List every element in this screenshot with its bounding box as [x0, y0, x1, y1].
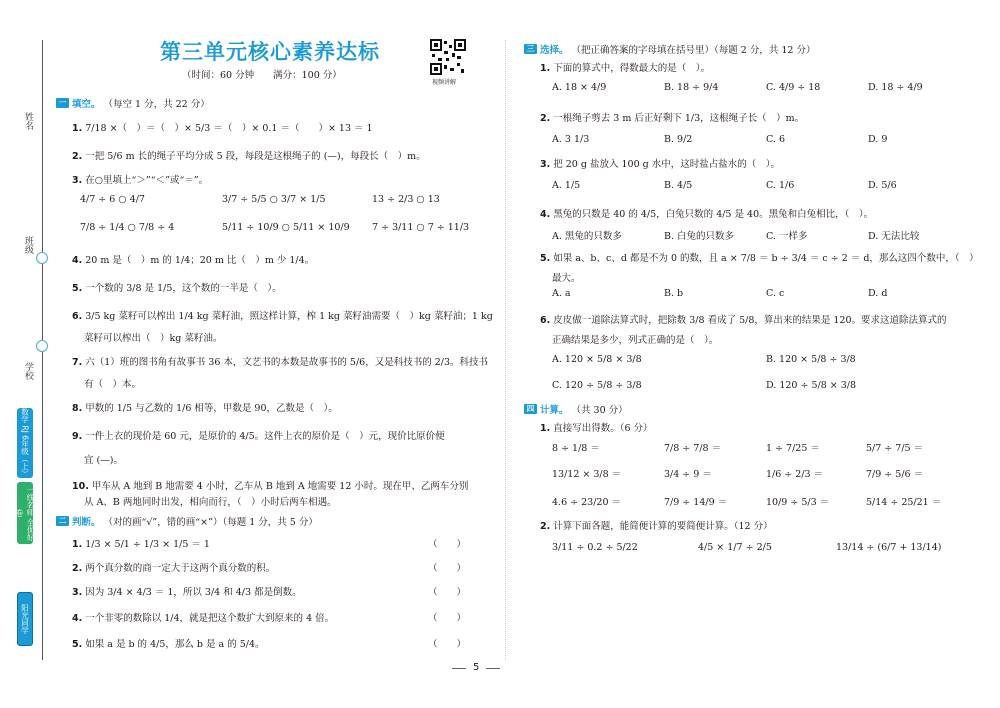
compare-item: 13 ÷ 2/3 ○ 13	[372, 194, 440, 205]
calc-item: 13/14 ÷ (6/7 + 13/14)	[836, 542, 942, 553]
option-a[interactable]: A. 18 × 4/9	[552, 82, 607, 93]
calc-item: 1 ÷ 7/25 ＝	[766, 443, 820, 454]
page-number-dash	[452, 668, 466, 669]
option-c[interactable]: C. 1/6	[766, 180, 795, 191]
compare-item: 5/11 ÷ 10/9 ○ 5/11 × 10/9	[222, 222, 350, 233]
calc-1: 1. 直接写出得数。（6 分）	[540, 423, 653, 434]
class-label: 班级	[23, 236, 33, 254]
question-2: 2. 一把 5/6 m 长的绳子平均分成 5 段，每段是这根绳子的 (—)，每段长（ ）m。	[72, 151, 426, 162]
choice-4: 4. 黑兔的只数是 40 的 4/5，白兔只数的 4/5 是 40。黑兔和白兔相比，（ ）。	[540, 209, 874, 220]
option-b[interactable]: B. 9/2	[664, 134, 693, 145]
question-3: 3. 在○里填上“＞”“＜”或“＝”。	[72, 175, 209, 186]
brand-logo: 阳光同学	[17, 592, 33, 646]
section-choice-heading: 三 选择。 （把正确答案的字母填在括号里）（每题 2 分，共 12 分）	[524, 42, 815, 56]
choice-1: 1. 下面的算式中，得数最大的是（ ）。	[540, 63, 710, 74]
section-number-badge: 三	[524, 44, 537, 54]
calc-item: 10/9 ÷ 5/3 ＝	[766, 497, 830, 508]
choice-3: 3. 把 20 g 盐放入 100 g 水中，这时盐占盐水的（ ）。	[540, 159, 780, 170]
judge-1: 1. 1/3 × 5/1 ÷ 1/3 × 1/5 ＝ 1	[72, 539, 210, 550]
choice-6: 6. 皮皮做一道除法算式时，把除数 3/8 看成了 5/8，算出来的结果是 120。要求这道除法算式的	[540, 315, 947, 326]
question-1: 1. 7/18 ×（ ）＝（ ）× 5/3 ＝（ ）× 0.1 ＝（ ）× 13 ＝ 1	[72, 123, 373, 134]
answer-blank[interactable]: （ ）	[428, 539, 467, 550]
calc-item: 13/12 × 3/8 ＝	[552, 469, 622, 480]
option-c[interactable]: C. 一样多	[766, 231, 808, 242]
brand-grade: 数学 RJ 6年级（上）	[17, 408, 33, 478]
question-6-cont: 菜籽可以榨出（ ）kg 菜籽油。	[84, 333, 223, 344]
compare-item: 3/7 ÷ 5/5 ○ 3/7 × 1/5	[222, 194, 326, 205]
page-title: 第三单元核心素养达标	[160, 40, 380, 64]
question-9-cont: 宜 (—)。	[84, 455, 123, 466]
qr-code-icon[interactable]	[430, 39, 466, 75]
judge-5: 5. 如果 a 是 b 的 4/5，那么 b 是 a 的 5/4。	[72, 639, 265, 650]
option-c[interactable]: C. 4/9 ÷ 18	[766, 82, 821, 93]
answer-blank[interactable]: （ ）	[428, 639, 467, 650]
option-b[interactable]: B. 18 ÷ 9/4	[664, 82, 719, 93]
page-number-dash	[486, 668, 500, 669]
calc-item: 7/9 ÷ 14/9 ＝	[664, 497, 728, 508]
compare-item: 4/7 ÷ 6 ○ 4/7	[80, 194, 145, 205]
qr-caption: 视频讲解	[432, 79, 457, 86]
brand-series: 一线名师 全优好卷	[17, 482, 33, 544]
answer-blank[interactable]: （ ）	[428, 587, 467, 598]
calc-item: 3/4 ÷ 9 ＝	[664, 469, 712, 480]
option-a[interactable]: A. 1/5	[552, 180, 581, 191]
option-d[interactable]: D. 9	[868, 134, 888, 145]
option-d[interactable]: D. 无法比较	[868, 231, 920, 242]
page-fold	[505, 40, 506, 660]
option-d[interactable]: D. 5/6	[868, 180, 897, 191]
section-fill-in-heading: 一 填空。 （每空 1 分，共 22 分）	[56, 96, 210, 110]
question-5: 5. 一个数的 3/8 是 1/5，这个数的一半是（ ）。	[72, 283, 282, 294]
section-number-badge: 二	[56, 516, 69, 526]
calc-item: 5/14 ÷ 25/21 ＝	[866, 497, 942, 508]
school-label: 学校	[23, 362, 33, 380]
name-label: 姓名	[23, 112, 33, 130]
section-calc-heading: 四 计算。 （共 30 分）	[524, 402, 628, 416]
question-6: 6. 3/5 kg 菜籽可以榨出 1/4 kg 菜籽油，照这样计算，榨 1 kg 菜籽油需要（ ）kg 菜籽油；1 kg	[72, 311, 493, 322]
judge-2: 2. 两个真分数的商一定大于这两个真分数的积。	[72, 563, 276, 574]
compare-item: 7/8 ÷ 1/4 ○ 7/8 ÷ 4	[80, 222, 175, 233]
option-b[interactable]: B. 120 × 5/8 ÷ 3/8	[766, 354, 856, 365]
section-judge-heading: 二 判断。 （对的画“√”，错的画“×”）（每题 1 分，共 5 分）	[56, 514, 318, 528]
option-b[interactable]: B. b	[664, 288, 684, 299]
option-c[interactable]: C. 120 ÷ 5/8 ÷ 3/8	[552, 380, 642, 391]
calc-item: 4.6 ÷ 23/20 ＝	[552, 497, 622, 508]
choice-6-cont: 正确结果是多少，列式正确的是（ ）。	[552, 335, 719, 346]
page-number: 5	[473, 662, 480, 673]
question-10: 10. 甲车从 A 地到 B 地需要 4 小时，乙车从 B 地到 A 地需要 12 小时。现在甲、乙两车分别	[72, 481, 469, 492]
choice-2: 2. 一根绳子剪去 3 m 后正好剩下 1/3，这根绳子长（ ）m。	[540, 113, 805, 124]
calc-item: 3/11 ÷ 0.2 ÷ 5/22	[552, 542, 638, 553]
judge-3: 3. 因为 3/4 × 4/3 ＝ 1，所以 3/4 和 4/3 都是倒数。	[72, 587, 302, 598]
option-d[interactable]: D. d	[868, 288, 888, 299]
question-10-cont: 从 A、B 两地同时出发，相向而行，（ ）小时后两车相遇。	[84, 497, 337, 508]
compare-item: 7 ÷ 3/11 ○ 7 ÷ 11/3	[372, 222, 470, 233]
section-number-badge: 一	[56, 98, 69, 108]
calc-item: 5/7 ÷ 7/5 ＝	[866, 443, 924, 454]
choice-5-cont: 最大。	[552, 273, 581, 284]
calc-item: 7/9 ÷ 5/6 ＝	[866, 469, 924, 480]
calc-item: 7/8 ÷ 7/8 ＝	[664, 443, 722, 454]
binding-hole	[36, 252, 48, 264]
judge-4: 4. 一个非零的数除以 1/4，就是把这个数扩大到原来的 4 倍。	[72, 613, 335, 624]
binding-hole	[36, 340, 48, 352]
question-4: 4. 20 m 是（ ）m 的 1/4；20 m 比（ ）m 少 1/4。	[72, 255, 315, 266]
question-7-cont: 有（ ）本。	[84, 379, 142, 390]
option-a[interactable]: A. a	[552, 288, 571, 299]
option-a[interactable]: A. 120 × 5/8 × 3/8	[552, 354, 642, 365]
choice-5: 5. 如果 a、b、c、d 都是不为 0 的数，且 a × 7/8 ＝ b ÷ 3/4 ＝ c ÷ 2 ＝ d，那么这四个数中，（ ）	[540, 253, 979, 264]
option-b[interactable]: B. 白兔的只数多	[664, 231, 735, 242]
exam-info: （时间：60 分钟 满分：100 分）	[182, 70, 342, 81]
option-a[interactable]: A. 黑兔的只数多	[552, 231, 622, 242]
option-c[interactable]: C. c	[766, 288, 785, 299]
calc-2: 2. 计算下面各题，能简便计算的要简便计算。（12 分）	[540, 521, 773, 532]
question-7: 7. 六（1）班的图书角有故事书 36 本，文艺书的本数是故事书的 5/6，又是科技书的 2/3。科技书	[72, 357, 489, 368]
question-9: 9. 一件上衣的现价是 60 元，是原价的 4/5。这件上衣的原价是（ ）元，现价比原价便	[72, 431, 445, 442]
section-number-badge: 四	[524, 404, 537, 414]
answer-blank[interactable]: （ ）	[428, 563, 467, 574]
option-b[interactable]: B. 4/5	[664, 180, 693, 191]
option-a[interactable]: A. 3 1/3	[552, 134, 590, 145]
option-d[interactable]: D. 18 ÷ 4/9	[868, 82, 923, 93]
calc-item: 1/6 ÷ 2/3 ＝	[766, 469, 824, 480]
question-8: 8. 甲数的 1/5 与乙数的 1/6 相等，甲数是 90，乙数是（ ）。	[72, 403, 338, 414]
option-c[interactable]: C. 6	[766, 134, 786, 145]
option-d[interactable]: D. 120 ÷ 5/8 × 3/8	[766, 380, 857, 391]
calc-item: 8 ÷ 1/8 ＝	[552, 443, 600, 454]
answer-blank[interactable]: （ ）	[428, 613, 467, 624]
calc-item: 4/5 × 1/7 ÷ 2/5	[698, 542, 772, 553]
